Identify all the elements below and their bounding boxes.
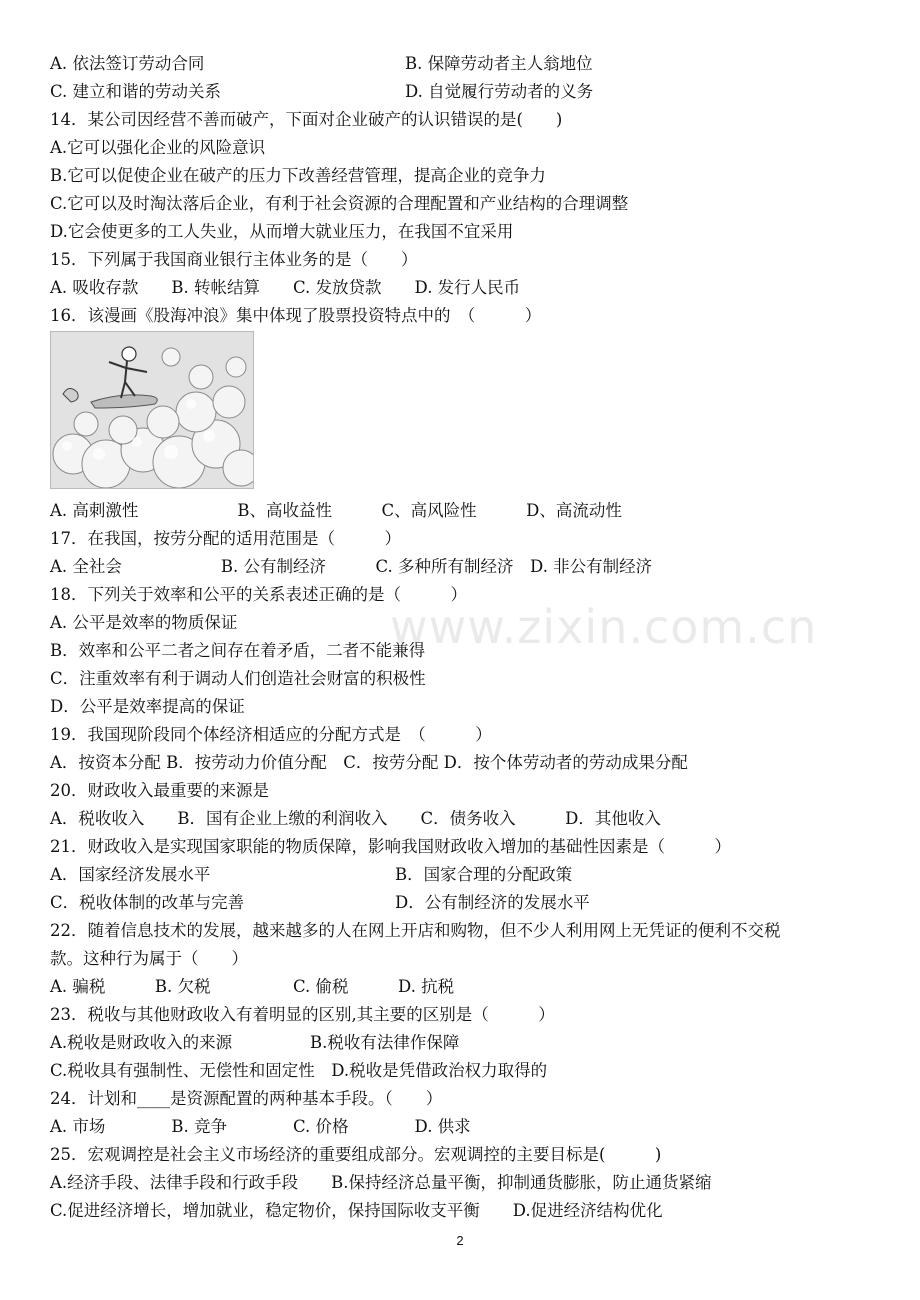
q17-options: A. 全社会 B. 公有制经济 C. 多种所有制经济 D. 非公有制经济 — [50, 557, 653, 576]
q13-option-a: A. 依法签订劳动合同 — [50, 54, 205, 73]
q13-option-c: C. 建立和谐的劳动关系 — [50, 82, 222, 101]
q18-option-a: A. 公平是效率的物质保证 — [50, 613, 238, 632]
q15-stem: 15．下列属于我国商业银行主体业务的是（ ） — [50, 250, 418, 269]
q21-option-b: B．国家合理的分配政策 — [395, 865, 573, 884]
q21-option-a: A．国家经济发展水平 — [50, 865, 211, 884]
q14-option-d: D.它会使更多的工人失业，从而增大就业压力，在我国不宜采用 — [50, 222, 514, 241]
q22-stem-line1: 22．随着信息技术的发展，越来越多的人在网上开店和购物，但不少人利用网上无凭证的便利不交税 — [50, 921, 781, 940]
q14-stem: 14．某公司因经营不善而破产，下面对企业破产的认识错误的是( ) — [50, 110, 563, 129]
q24-stem: 24．计划和____是资源配置的两种基本手段。（ ） — [50, 1089, 443, 1108]
watermark-text: www.zixin.com.cn — [390, 600, 818, 654]
q18-option-d: D．公平是效率提高的保证 — [50, 697, 245, 716]
q21-stem: 21．财政收入是实现国家职能的物质保障，影响我国财政收入增加的基础性因素是（ ） — [50, 837, 731, 856]
q22-options: A. 骗税 B. 欠税 C. 偷税 D. 抗税 — [50, 977, 455, 996]
q25-stem: 25．宏观调控是社会主义市场经济的重要组成部分。宏观调控的主要目标是( ) — [50, 1145, 662, 1164]
q18-option-c: C．注重效率有利于调动人们创造社会财富的积极性 — [50, 669, 426, 688]
q18-stem: 18．下列关于效率和公平的关系表述正确的是（ ） — [50, 585, 467, 604]
q25-options-ab: A.经济手段、法律手段和行政手段 B.保持经济总量平衡，抑制通货膨胀，防止通货紧缩 — [50, 1173, 712, 1192]
q13-option-d: D. 自觉履行劳动者的义务 — [405, 82, 594, 101]
q14-option-c: C.它可以及时淘汰落后企业，有利于社会资源的合理配置和产业结构的合理调整 — [50, 194, 629, 213]
q15-options: A. 吸收存款 B. 转帐结算 C. 发放贷款 D. 发行人民币 — [50, 278, 521, 297]
q16-stem: 16．该漫画《股海冲浪》集中体现了股票投资特点中的 （ ） — [50, 306, 542, 325]
q23-option-a: A.税收是财政收入的来源 — [50, 1033, 233, 1052]
q25-options-cd: C.促进经济增长，增加就业，稳定物价，保持国际收支平衡 D.促进经济结构优化 — [50, 1201, 663, 1220]
q14-option-b: B.它可以促使企业在破产的压力下改善经营管理，提高企业的竞争力 — [50, 166, 546, 185]
q24-options: A. 市场 B. 竞争 C. 价格 D. 供求 — [50, 1117, 471, 1136]
q21-option-d: D．公有制经济的发展水平 — [395, 893, 590, 912]
q21-option-c: C．税收体制的改革与完善 — [50, 893, 245, 912]
q13-option-b: B. 保障劳动者主人翁地位 — [405, 54, 593, 73]
page-number: 2 — [456, 1233, 464, 1248]
q23-options-cd: C.税收具有强制性、无偿性和固定性 D.税收是凭借政治权力取得的 — [50, 1061, 548, 1080]
q23-stem: 23．税收与其他财政收入有着明显的区别,其主要的区别是（ ） — [50, 1005, 555, 1024]
q20-options: A．税收收入 B．国有企业上缴的利润收入 C．债务收入 D．其他收入 — [50, 809, 661, 828]
q19-options: A．按资本分配 B．按劳动力价值分配 C．按劳分配 D．按个体劳动者的劳动成果分配 — [50, 753, 688, 772]
q20-stem: 20．财政收入最重要的来源是 — [50, 781, 269, 800]
q19-stem: 19．我国现阶段同个体经济相适应的分配方式是 （ ） — [50, 725, 492, 744]
q17-stem: 17．在我国，按劳分配的适用范围是（ ） — [50, 529, 401, 548]
q23-option-b: B.税收有法律作保障 — [310, 1033, 460, 1052]
q16-options: A. 高刺激性 B、高收益性 C、高风险性 D、高流动性 — [50, 501, 622, 520]
q22-stem-line2: 款。这种行为属于（ ） — [50, 949, 248, 968]
q14-option-a: A.它可以强化企业的风险意识 — [50, 138, 266, 157]
stock-surfing-cartoon — [50, 331, 254, 489]
q18-option-b: B．效率和公平二者之间存在着矛盾，二者不能兼得 — [50, 641, 426, 660]
